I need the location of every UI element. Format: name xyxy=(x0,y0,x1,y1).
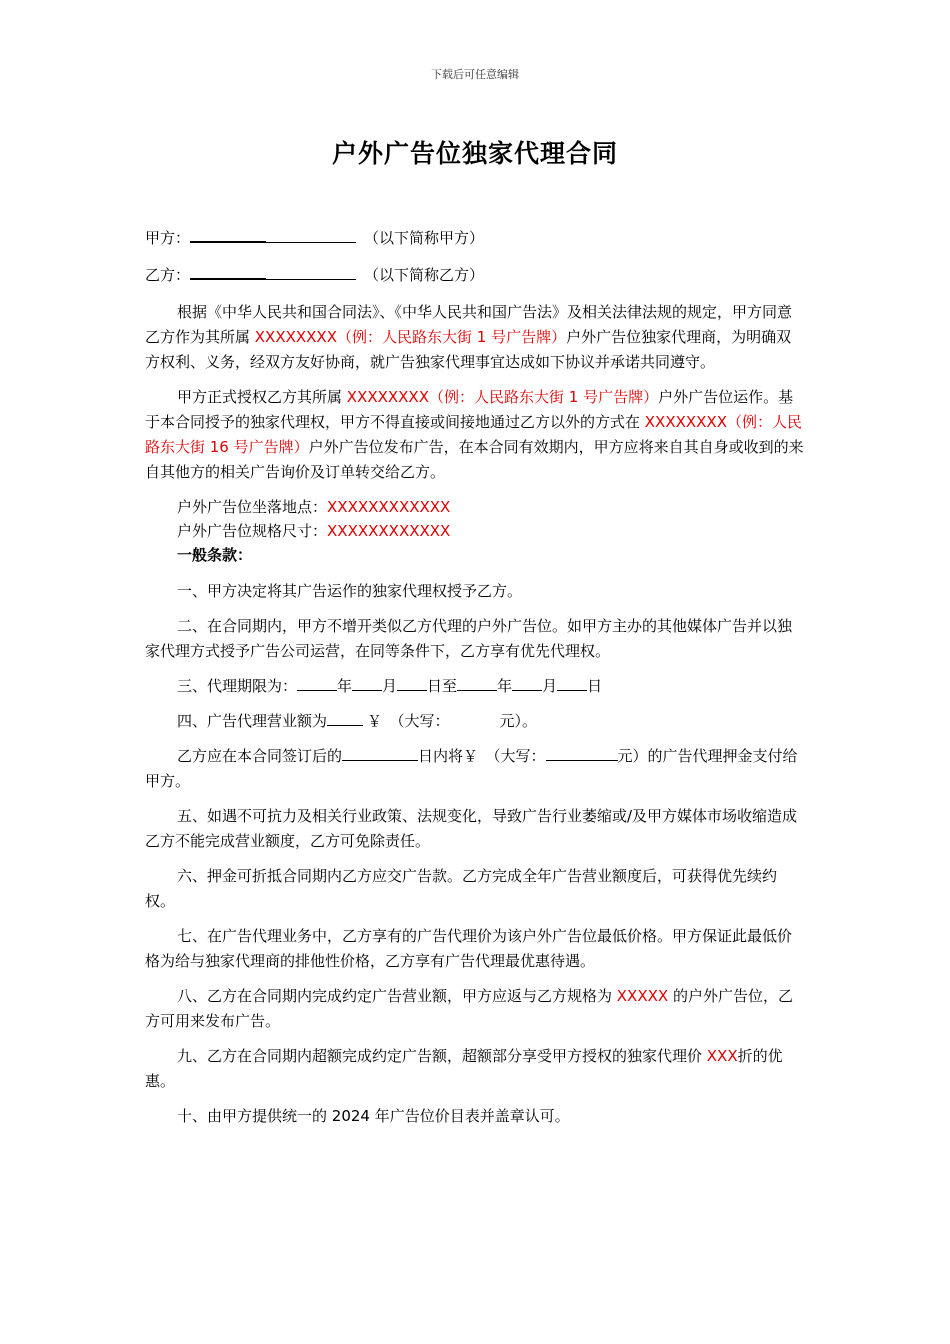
clause-8-text-a: 八、乙方在合同期内完成约定广告营业额，甲方应返与乙方规格为 xyxy=(177,987,617,1005)
turnover-blank[interactable] xyxy=(327,710,363,726)
month-unit-2: 月 xyxy=(542,677,558,695)
size-line xyxy=(145,519,805,543)
auth-placeholder-1: XXXXXXXX（例：人民路东大街 1 号广告牌） xyxy=(346,388,659,406)
party-a-line xyxy=(145,226,805,249)
location-value: XXXXXXXXXXXX xyxy=(327,498,451,516)
end-day-blank[interactable] xyxy=(557,675,587,691)
location-label: 户外广告位坐落地点： xyxy=(177,498,328,516)
paragraph-authorization xyxy=(145,385,805,485)
start-month-blank[interactable] xyxy=(352,675,382,691)
contract-title: 户外广告位独家代理合同 xyxy=(331,139,618,168)
clause-3 xyxy=(145,674,805,699)
clause-4-text-c: 元）。 xyxy=(499,712,538,730)
auth-text-a: 甲方正式授权乙方其所属 xyxy=(177,388,347,406)
clause-4-text-a: 四、广告代理营业额为 xyxy=(177,712,328,730)
clause-1: 一、甲方决定将其广告运作的独家代理权授予乙方。 xyxy=(177,582,523,600)
clause-9-placeholder: XXX xyxy=(706,1047,738,1065)
auth-text-c: 户外广告位发布广告，在本合同有效期内，甲方应将来自其自身或收到的来自其他方的相关广告询价及订单转交给乙方。 xyxy=(145,438,804,481)
party-b-label: 乙方： xyxy=(145,266,191,284)
deposit-days-blank[interactable] xyxy=(342,745,418,761)
end-year-blank[interactable] xyxy=(457,675,497,691)
size-label: 户外广告位规格尺寸： xyxy=(177,522,328,540)
party-b-line xyxy=(145,263,805,286)
day-unit-2: 日 xyxy=(587,677,603,695)
party-a-suffix: （以下简称甲方） xyxy=(364,229,485,247)
location-line xyxy=(145,495,805,519)
month-unit: 月 xyxy=(382,677,398,695)
clause-3-label: 三、代理期限为： xyxy=(177,677,298,695)
clause-4-text-b: ￥ （大写： xyxy=(367,712,450,730)
contract-body xyxy=(145,226,805,1139)
auth-text-b: 户外广告位运作。基于本合同授予的独家代理权，甲方不得直接或间接地通过乙方以外的方式在 xyxy=(145,388,794,431)
auth-placeholder-2: XXXXXXXX（例：人民路东大街 16 号广告牌） xyxy=(145,413,802,456)
clause-9-text-b: 折的优惠。 xyxy=(145,1047,783,1090)
deposit-text-b: 日内将￥ （大写： xyxy=(418,747,546,765)
clause-6: 六、押金可折抵合同期内乙方应交广告款。乙方完成全年广告营业额度后，可获得优先续约权。 xyxy=(145,867,778,910)
deposit-text-a: 乙方应在本合同签订后的 xyxy=(177,747,343,765)
clause-10: 十、由甲方提供统一的 2024 年广告位价目表并盖章认可。 xyxy=(177,1107,570,1125)
party-b-blank-2[interactable] xyxy=(266,264,356,280)
deposit-words-blank[interactable] xyxy=(546,745,618,761)
clause-9 xyxy=(145,1044,805,1094)
year-unit: 年 xyxy=(337,677,353,695)
start-day-blank[interactable] xyxy=(397,675,427,691)
party-a-blank-1[interactable] xyxy=(190,226,266,243)
party-b-blank-1[interactable] xyxy=(190,263,266,280)
year-unit-2: 年 xyxy=(497,677,513,695)
deposit-text-c: 元）的广告代理押金支付给甲方。 xyxy=(145,747,798,790)
end-month-blank[interactable] xyxy=(512,675,542,691)
intro-placeholder: XXXXXXXX（例：人民路东大街 1 号广告牌） xyxy=(254,328,567,346)
party-a-label: 甲方： xyxy=(145,229,191,247)
day-to-unit: 日至 xyxy=(427,677,458,695)
clause-2: 二、在合同期内，甲方不增开类似乙方代理的户外广告位。如甲方主办的其他媒体广告并以独家代理方式授予广告公司运营，在同等条件下，乙方享有优先代理权。 xyxy=(145,617,793,660)
party-a-blank-2[interactable] xyxy=(266,227,356,243)
header-note: 下载后可任意编辑 xyxy=(431,68,519,81)
clause-4 xyxy=(145,709,805,734)
party-b-suffix: （以下简称乙方） xyxy=(364,266,485,284)
general-terms-heading: 一般条款： xyxy=(177,546,253,564)
clause-8-placeholder: XXXXX xyxy=(616,987,669,1005)
start-year-blank[interactable] xyxy=(297,675,337,691)
clause-4-deposit xyxy=(145,744,805,794)
clause-8 xyxy=(145,984,805,1034)
clause-5: 五、如遇不可抗力及相关行业政策、法规变化，导致广告行业萎缩或/及甲方媒体市场收缩造成乙方不能完成营业额度，乙方可免除责任。 xyxy=(145,807,798,850)
clause-9-text-a: 九、乙方在合同期内超额完成约定广告额，超额部分享受甲方授权的独家代理价 xyxy=(177,1047,707,1065)
paragraph-intro xyxy=(145,300,805,375)
intro-text-a: 根据《中华人民共和国合同法》、《中华人民共和国广告法》及相关法律法规的规定，甲方同意乙方作为其所属 xyxy=(145,303,793,346)
intro-text-b: 户外广告位独家代理商，为明确双方权利、义务，经双方友好协商，就广告独家代理事宜达成如下协议并承诺共同遵守。 xyxy=(145,328,792,371)
clause-7: 七、在广告代理业务中，乙方享有的广告代理价为该户外广告位最低价格。甲方保证此最低价格为给与独家代理商的排他性价格，乙方享有广告代理最优惠待遇。 xyxy=(145,927,793,970)
size-value: XXXXXXXXXXXX xyxy=(327,522,451,540)
clause-8-text-b: 的户外广告位，乙方可用来发布广告。 xyxy=(145,987,793,1030)
